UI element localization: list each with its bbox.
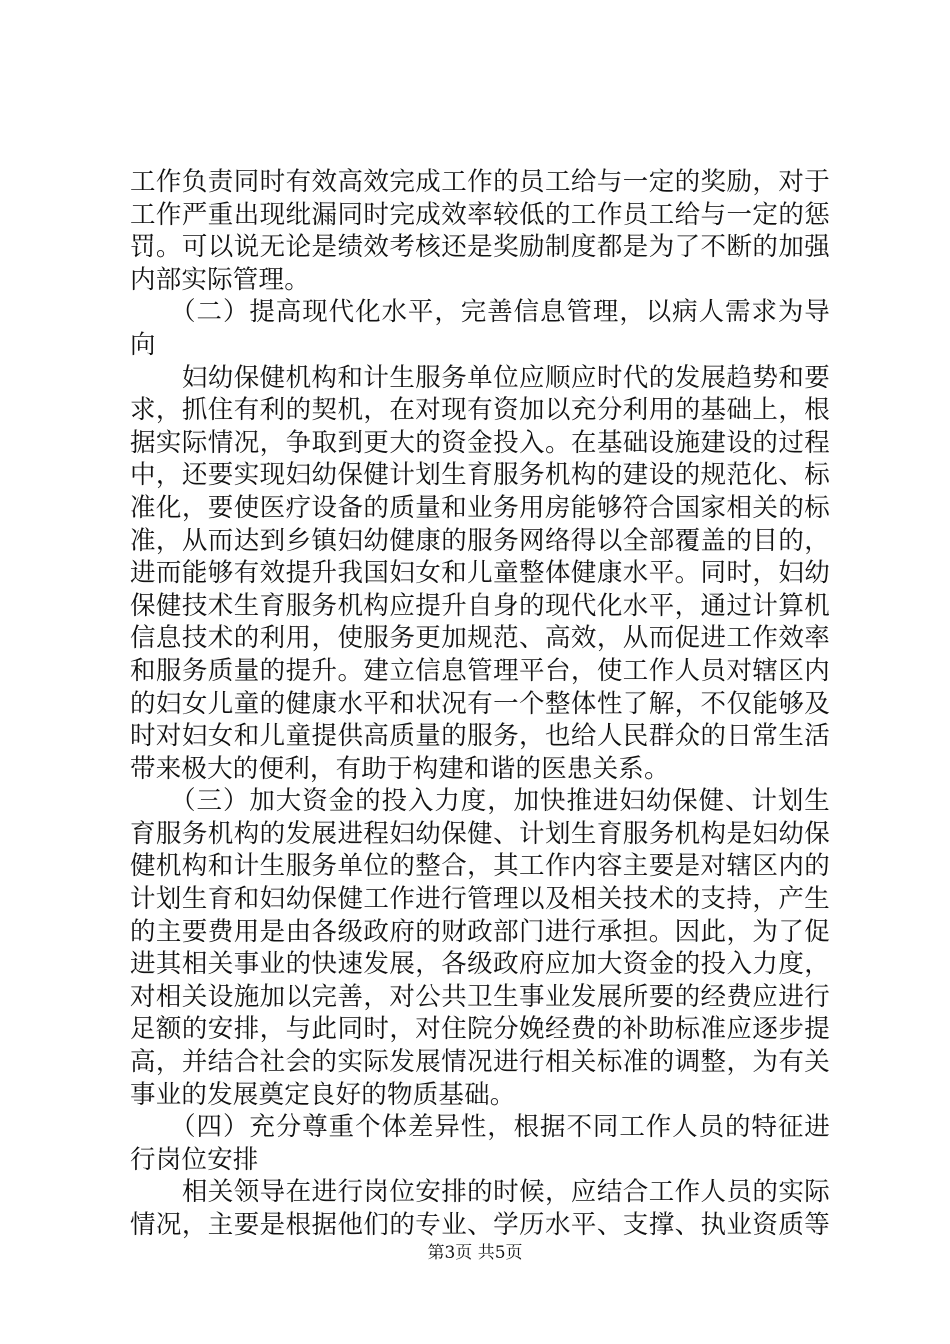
text-line: 对相关设施加以完善，对公共卫生事业发展所要的经费应进行 — [130, 981, 830, 1012]
text-line: 时对妇女和儿童提供高质量的服务，也给人民群众的日常生活 — [130, 721, 830, 752]
text-line: 行岗位安排 — [130, 1144, 259, 1175]
text-line: （四）充分尊重个体差异性，根据不同工作人员的特征进 — [130, 1112, 830, 1143]
text-line: 计划生育和妇幼保健工作进行管理以及相关技术的支持，产生 — [130, 884, 830, 915]
text-line: 的主要费用是由各级政府的财政部门进行承担。因此，为了促 — [130, 916, 830, 947]
text-line: 中，还要实现妇幼保健计划生育服务机构的建设的规范化、标 — [130, 460, 830, 491]
text-line: 据实际情况，争取到更大的资金投入。在基础设施建设的过程 — [130, 427, 830, 458]
text-line: 内部实际管理。 — [130, 264, 310, 295]
text-line: （二）提高现代化水平，完善信息管理，以病人需求为导 — [130, 297, 830, 328]
text-line: 求，抓住有利的契机，在对现有资加以充分利用的基础上，根 — [130, 395, 830, 426]
text-line: 高，并结合社会的实际发展情况进行相关标准的调整，为有关 — [130, 1047, 830, 1078]
text-line: 足额的安排，与此同时，对住院分娩经费的补助标准应逐步提 — [130, 1014, 830, 1045]
text-line: 工作负责同时有效高效完成工作的员工给与一定的奖励，对于 — [130, 167, 830, 197]
text-line: （三）加大资金的投入力度，加快推进妇幼保健、计划生 — [130, 786, 830, 817]
text-line: 保健技术生育服务机构应提升自身的现代化水平，通过计算机 — [130, 590, 830, 621]
text-line: 带来极大的便利，有助于构建和谐的医患关系。 — [130, 753, 670, 784]
text-line: 育服务机构的发展进程妇幼保健、计划生育服务机构是妇幼保 — [130, 818, 830, 849]
page-footer — [0, 1238, 950, 1263]
text-line: 进而能够有效提升我国妇女和儿童整体健康水平。同时，妇幼 — [130, 558, 830, 589]
text-line: 向 — [130, 329, 156, 360]
text-line: 准，从而达到乡镇妇幼健康的服务网络得以全部覆盖的目的， — [130, 525, 830, 556]
text-line: 的妇女儿童的健康水平和状况有一个整体性了解，不仅能够及 — [130, 688, 830, 719]
text-line: 工作严重出现纰漏同时完成效率较低的工作员工给与一定的惩 — [130, 199, 830, 230]
document-body — [130, 166, 830, 1242]
page-number-label: 第3页 共5页 — [427, 1243, 523, 1263]
text-line: 健机构和计生服务单位的整合，其工作内容主要是对辖区内的 — [130, 851, 830, 882]
text-line: 罚。可以说无论是绩效考核还是奖励制度都是为了不断的加强 — [130, 232, 830, 263]
text-line: 准化，要使医疗设备的质量和业务用房能够符合国家相关的标 — [130, 492, 830, 523]
text-line: 妇幼保健机构和计生服务单位应顺应时代的发展趋势和要 — [130, 362, 830, 393]
text-line: 相关领导在进行岗位安排的时候，应结合工作人员的实际 — [130, 1177, 830, 1208]
text-line: 进其相关事业的快速发展，各级政府应加大资金的投入力度， — [130, 949, 830, 980]
text-line: 事业的发展奠定良好的物质基础。 — [130, 1079, 516, 1110]
text-line: 信息技术的利用，使服务更加规范、高效，从而促进工作效率 — [130, 623, 830, 654]
text-line: 情况，主要是根据他们的专业、学历水平、支撑、执业资质等 — [130, 1210, 830, 1240]
text-line: 和服务质量的提升。建立信息管理平台，使工作人员对辖区内 — [130, 655, 830, 686]
